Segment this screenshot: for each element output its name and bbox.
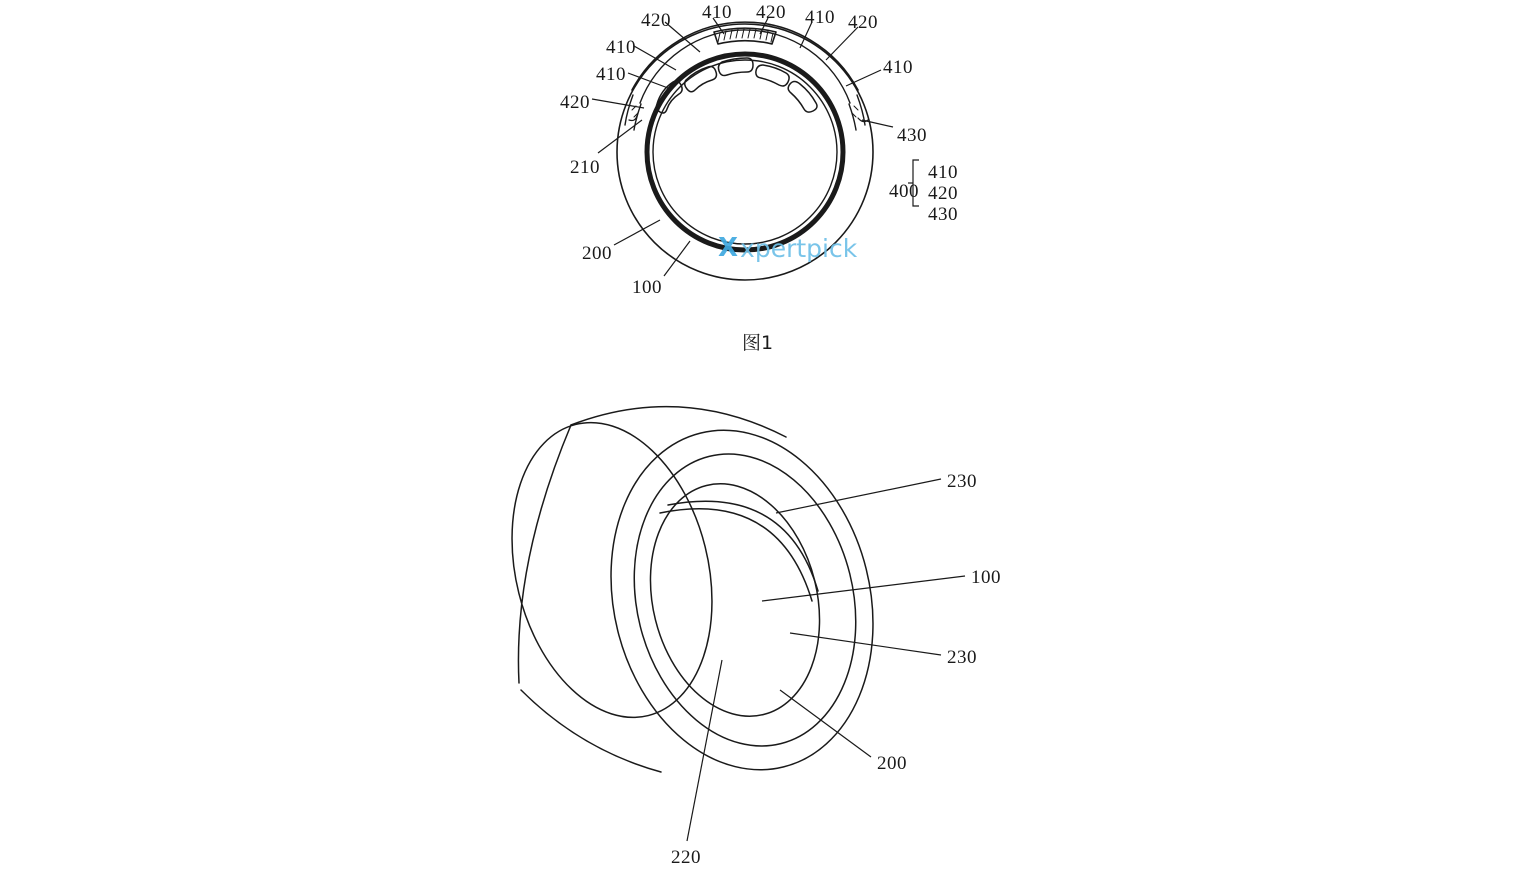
fig2-geometry [483,401,908,798]
ref-label-410-bracket: 410 [928,162,958,183]
ref-label-410: 410 [606,37,636,58]
ref-label-230: 230 [947,647,977,668]
watermark-text: xpertpick [740,233,858,263]
fig2-front-outer [576,402,908,798]
ref-label-420-bracket: 420 [928,183,958,204]
fig1-outer-circle [617,24,873,280]
ref-label-410: 410 [805,7,835,28]
fig1-inner-ring [647,54,843,250]
fig2-bottom-edge [521,690,661,772]
fig2-left-edge [518,425,571,683]
fig2-bore-far-arc-2 [660,509,812,601]
fig2-back-outer [483,401,742,739]
fig2-top-edge [571,407,786,437]
ref-label-410: 410 [883,57,913,78]
ref-label-420: 420 [756,2,786,23]
ref-label-100: 100 [632,277,662,298]
watermark-logo-icon: X [718,233,737,263]
ref-label-410: 410 [702,2,732,23]
ref-label-420: 420 [560,92,590,113]
fig2-front-ring-2 [604,430,885,769]
fig1-inner-ring-inner [653,60,837,244]
fig2-leader-lines [687,479,965,841]
ref-label-420: 420 [848,12,878,33]
ref-label-200: 200 [877,753,907,774]
ref-label-100: 100 [971,567,1001,588]
ref-label-210: 210 [570,157,600,178]
ref-label-230: 230 [947,471,977,492]
ref-label-400: 400 [889,181,919,202]
ref-label-200: 200 [582,243,612,264]
ref-label-220: 220 [671,847,701,868]
figure1-caption: 图1 [742,332,774,354]
ref-label-420: 420 [641,10,671,31]
ref-label-430: 430 [897,125,927,146]
ref-label-410: 410 [596,64,626,85]
ref-label-430-bracket: 430 [928,204,958,225]
fig2-bore-far-arc [668,501,818,591]
